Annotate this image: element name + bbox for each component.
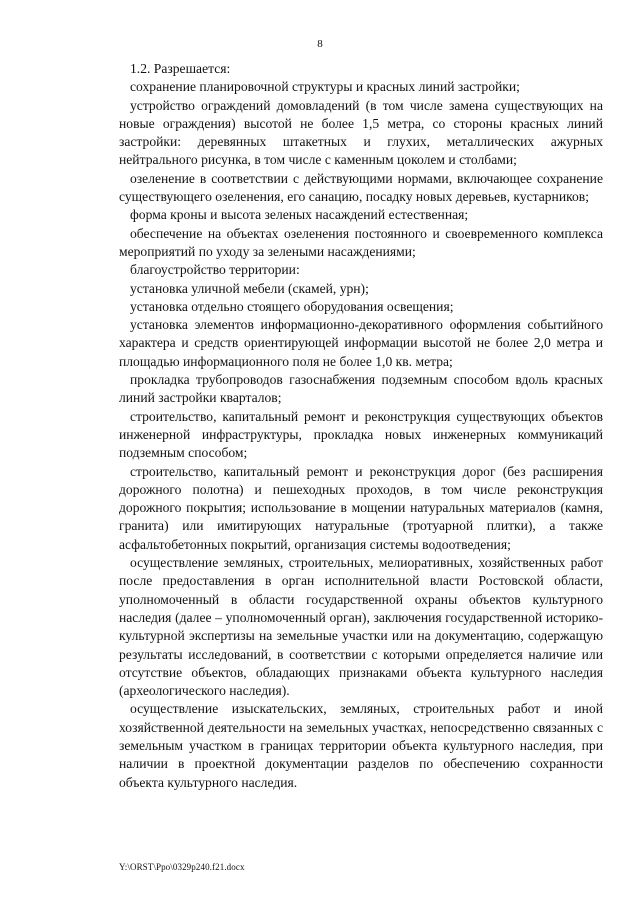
paragraph: форма кроны и высота зеленых насаждений естественная; [130, 207, 469, 223]
paragraph: озеленение в соответствии с действующими нормами, включающее сохранение существующего озеленения, его санацию, посадку новых деревьев, кустарников; [119, 170, 603, 205]
footer-file-path: Y:\ORST\Ppo\0329p240.f21.docx [119, 862, 245, 872]
paragraph: прокладка трубопроводов газоснабжения подземным способом вдоль красных линий застройки кварталов; [119, 372, 603, 406]
paragraph: благоустройство территории: [130, 262, 300, 278]
paragraph: осуществление земляных, строительных, мелиоративных, хозяйственных работ после предоставления в орган исполнительной власти Ростовской области, уполномоченный в области государственной охраны объектов культурного наследия (далее – уполномоченный орган), заключения государственной историко-культурной экспертизы на земельные участки или на документацию, содержащую результаты исследований, в соответствии с которыми определяется наличие или отсутствие объектов, обладающих признаками объекта культурного наследия (археологического наследия). [119, 555, 603, 699]
paragraph: осуществление изыскательских, земляных, строительных работ и иной хозяйственной деятельности на земельных участках, непосредственно связанных с земельным участком в границах территории объекта культурного наследия, при наличии в проектной документации разделов по обеспечению сохранности объекта культурного наследия. [119, 701, 603, 790]
paragraph: установка элементов информационно-декоративного оформления событийного характера и средств ориентирующей информации высотой не более 2,0 метра и площадью информационного поля не более 1,0 кв. метра; [119, 317, 603, 369]
paragraph: строительство, капитальный ремонт и реконструкция существующих объектов инженерной инфраструктуры, прокладка новых инженерных коммуникаций подземным способом; [119, 408, 603, 461]
page-number: 8 [317, 38, 323, 50]
paragraph: устройство ограждений домовладений (в том числе замена существующих на новые ограждения) высотой не более 1,5 метра, со стороны красных линий застройки: деревянных штакетных и глухих, металлических ажурных нейтрального рисунка, в том числе с каменным цоколем и столбами; [119, 97, 603, 168]
paragraph: сохранение планировочной структуры и красных линий застройки; [130, 79, 520, 95]
paragraph: строительство, капитальный ремонт и реконструкция дорог (без расширения дорожного полотна) и пешеходных проходов, в том числе реконструкция дорожного покрытия; использование в мощении натуральных материалов (камня, гранита) или имитирующих натуральные (тротуарной плитки), а также асфальтобетонных покрытий, организация системы водоотведения; [119, 463, 603, 552]
paragraph: обеспечение на объектах озеленения постоянного и своевременного комплекса мероприятий по уходу за зелеными насаждениями; [119, 225, 603, 259]
paragraph: установка отдельно стоящего оборудования освещения; [130, 298, 454, 314]
paragraph: установка уличной мебели (скамей, урн); [130, 280, 369, 296]
paragraph: 1.2. Разрешается: [130, 61, 231, 76]
document-body [119, 60, 603, 792]
